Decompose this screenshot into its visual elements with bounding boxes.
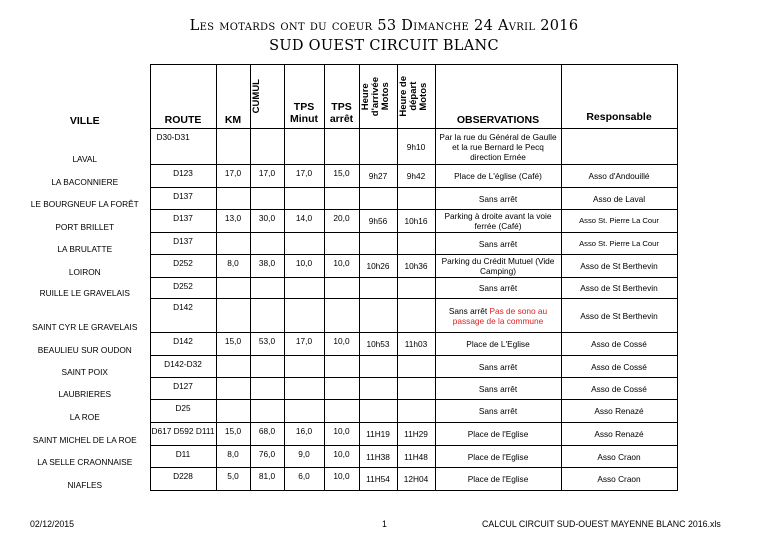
- cell-arret: 10,0: [324, 255, 359, 278]
- table-row: [20, 210, 677, 233]
- document-subtitle: SUD OUEST CIRCUIT BLANC: [269, 38, 499, 54]
- cell-km: 15,0: [216, 333, 250, 356]
- cell-resp: Asso St. Pierre La Cour: [561, 210, 677, 233]
- cell-route: D617 D592 D111: [150, 423, 216, 446]
- cell-resp: Asso Renazé: [561, 400, 677, 423]
- cell-arret: [324, 378, 359, 400]
- header-route: ROUTE: [150, 65, 216, 129]
- cell-minut: [284, 400, 324, 423]
- header-ville: VILLE: [69, 114, 100, 127]
- cell-ville: RUILLE LE GRAVELAIS: [39, 287, 130, 298]
- cell-obs: Sans arrêt: [435, 400, 561, 423]
- cell-cumul: [250, 378, 284, 400]
- cell-obs: Place de l'Eglise: [435, 468, 561, 491]
- obs-text: Sans arrêt: [448, 305, 490, 316]
- cell-resp: Asso de St Berthevin: [561, 299, 677, 333]
- cell-minut: 14,0: [284, 210, 324, 233]
- cell-resp: Asso de St Berthevin: [561, 278, 677, 299]
- cell-km: [216, 356, 250, 378]
- header-tps-arret: TPS arrêt: [324, 65, 359, 129]
- cell-dep: [397, 188, 435, 210]
- table-row: [20, 255, 677, 278]
- cell-dep: 11H29: [397, 423, 435, 446]
- cell-minut: 16,0: [284, 423, 324, 446]
- cell-arr: [359, 356, 397, 378]
- cell-route: D228: [150, 468, 216, 491]
- cell-resp: Asso St. Pierre La Cour: [561, 233, 677, 255]
- cell-dep: [397, 233, 435, 255]
- cell-arret: [324, 129, 359, 165]
- cell-arret: [324, 278, 359, 299]
- cell-arret: [324, 233, 359, 255]
- cell-arret: 15,0: [324, 165, 359, 188]
- cell-route: D142: [150, 333, 216, 356]
- table-row: [20, 423, 677, 446]
- obs-warning: Pas de sono au passage de la commune: [452, 305, 548, 326]
- cell-route: D25: [150, 400, 216, 423]
- cell-minut: [284, 233, 324, 255]
- header-tps-minut: TPS Minut: [284, 65, 324, 129]
- cell-dep: 12H04: [397, 468, 435, 491]
- circuit-table: [20, 64, 678, 491]
- cell-ville: SAINT POIX: [61, 366, 108, 377]
- cell-dep: 9h42: [397, 165, 435, 188]
- cell-resp: Asso de Cossé: [561, 333, 677, 356]
- cell-dep: 11h03: [397, 333, 435, 356]
- cell-dep: [397, 299, 435, 333]
- cell-obs: Sans arrêt: [435, 233, 561, 255]
- header-heure-arrivee: Heure d'arrivée Motos: [359, 65, 397, 129]
- cell-obs: Sans arrêt: [435, 356, 561, 378]
- table-row: [20, 129, 677, 165]
- header-responsable: Responsable: [561, 65, 677, 129]
- cell-ville: NIAFLES: [67, 479, 103, 490]
- cell-resp: Asso de Cossé: [561, 378, 677, 400]
- cell-ville: LA BACONNIERE: [51, 176, 119, 187]
- cell-arret: 10,0: [324, 468, 359, 491]
- cell-dep: 11H48: [397, 446, 435, 468]
- cell-arr: [359, 188, 397, 210]
- header-observations: OBSERVATIONS: [435, 65, 561, 129]
- cell-route: D142: [150, 299, 216, 333]
- cell-cumul: 81,0: [250, 468, 284, 491]
- cell-arret: [324, 188, 359, 210]
- cell-arret: [324, 299, 359, 333]
- cell-dep: 10h36: [397, 255, 435, 278]
- cell-obs: Par la rue du Général de Gaulle et la rue Bernard le Pecq direction Ernée: [435, 129, 561, 165]
- cell-km: 8,0: [216, 255, 250, 278]
- cell-resp: Asso d'Andouillé: [561, 165, 677, 188]
- cell-resp: Asso de Cossé: [561, 356, 677, 378]
- cell-arret: [324, 356, 359, 378]
- cell-km: 8,0: [216, 446, 250, 468]
- cell-route: D127: [150, 378, 216, 400]
- cell-cumul: [250, 356, 284, 378]
- cell-minut: 6,0: [284, 468, 324, 491]
- cell-ville: LA ROE: [69, 411, 100, 422]
- table-row: [20, 446, 677, 468]
- cell-arr: 10h26: [359, 255, 397, 278]
- cell-arr: 9h56: [359, 210, 397, 233]
- cell-km: [216, 129, 250, 165]
- table-row: [20, 378, 677, 400]
- cell-cumul: 17,0: [250, 165, 284, 188]
- table-row: [20, 165, 677, 188]
- cell-arr: 10h53: [359, 333, 397, 356]
- cell-obs: Parking à droite avant la voie ferrée (Café): [435, 210, 561, 233]
- cell-route: D11: [150, 446, 216, 468]
- cell-minut: 9,0: [284, 446, 324, 468]
- cell-km: [216, 378, 250, 400]
- table-row: [20, 468, 677, 491]
- cell-resp: Asso Renazé: [561, 423, 677, 446]
- cell-resp: Asso Craon: [561, 446, 677, 468]
- cell-arr: 11H38: [359, 446, 397, 468]
- table-row: [20, 233, 677, 255]
- cell-minut: [284, 278, 324, 299]
- table-row: [20, 356, 677, 378]
- cell-cumul: [250, 129, 284, 165]
- cell-ville: LOIRON: [68, 266, 101, 277]
- cell-obs: Place de L'Eglise: [435, 333, 561, 356]
- cell-minut: [284, 378, 324, 400]
- cell-obs: Sans arrêt: [435, 378, 561, 400]
- cell-dep: [397, 356, 435, 378]
- cell-minut: 17,0: [284, 165, 324, 188]
- cell-arret: 10,0: [324, 333, 359, 356]
- footer-page: 1: [382, 519, 387, 529]
- cell-cumul: 30,0: [250, 210, 284, 233]
- cell-arret: 10,0: [324, 446, 359, 468]
- document-title: Les motards ont du coeur 53 Dimanche 24 Avril 2016: [189, 18, 579, 34]
- cell-arret: 20,0: [324, 210, 359, 233]
- cell-km: [216, 278, 250, 299]
- cell-ville: LE BOURGNEUF LA FORÊT: [30, 198, 139, 209]
- cell-ville: LAVAL: [72, 153, 98, 164]
- cell-route: D30-D31: [150, 129, 216, 165]
- cell-minut: [284, 188, 324, 210]
- cell-km: [216, 233, 250, 255]
- cell-ville: LA SELLE CRAONNAISE: [37, 456, 133, 467]
- cell-cumul: [250, 400, 284, 423]
- cell-minut: 17,0: [284, 333, 324, 356]
- cell-route: D137: [150, 210, 216, 233]
- cell-km: [216, 400, 250, 423]
- cell-route: D137: [150, 233, 216, 255]
- table-row: [20, 333, 677, 356]
- cell-km: 17,0: [216, 165, 250, 188]
- footer-filename: CALCUL CIRCUIT SUD-OUEST MAYENNE BLANC 2016.xls: [482, 519, 721, 529]
- cell-cumul: [250, 278, 284, 299]
- cell-resp: Asso Craon: [561, 468, 677, 491]
- cell-km: 5,0: [216, 468, 250, 491]
- cell-dep: [397, 278, 435, 299]
- cell-cumul: 53,0: [250, 333, 284, 356]
- cell-route: D137: [150, 188, 216, 210]
- cell-arr: 9h27: [359, 165, 397, 188]
- cell-arret: 10,0: [324, 423, 359, 446]
- cell-arr: [359, 129, 397, 165]
- cell-obs: Parking du Crédit Mutuel (Vide Camping): [435, 255, 561, 278]
- footer-date: 02/12/2015: [30, 519, 75, 529]
- cell-ville: LA BRULATTE: [57, 243, 113, 254]
- cell-arret: [324, 400, 359, 423]
- cell-arr: [359, 278, 397, 299]
- cell-obs: Place de L'église (Café): [435, 165, 561, 188]
- cell-route: D252: [150, 255, 216, 278]
- cell-resp: [561, 129, 677, 165]
- cell-arr: [359, 299, 397, 333]
- cell-ville: BEAULIEU SUR OUDON: [37, 344, 132, 355]
- cell-route: D252: [150, 278, 216, 299]
- cell-resp: Asso de Laval: [561, 188, 677, 210]
- cell-minut: 10,0: [284, 255, 324, 278]
- cell-ville: LAUBRIERES: [58, 388, 112, 399]
- header-km: KM: [216, 65, 250, 129]
- cell-obs: [435, 299, 561, 333]
- cell-obs: Place de l'Eglise: [435, 446, 561, 468]
- cell-cumul: 76,0: [250, 446, 284, 468]
- cell-dep: [397, 378, 435, 400]
- cell-km: 15,0: [216, 423, 250, 446]
- header-cumul: CUMUL: [250, 65, 284, 129]
- cell-arr: 11H54: [359, 468, 397, 491]
- cell-obs: Sans arrêt: [435, 188, 561, 210]
- cell-dep: 9h10: [397, 129, 435, 165]
- cell-minut: [284, 356, 324, 378]
- cell-arr: [359, 378, 397, 400]
- cell-arr: [359, 233, 397, 255]
- cell-arr: [359, 400, 397, 423]
- cell-cumul: 38,0: [250, 255, 284, 278]
- cell-cumul: [250, 188, 284, 210]
- cell-cumul: [250, 233, 284, 255]
- cell-dep: 10h16: [397, 210, 435, 233]
- table-row: [20, 278, 677, 299]
- cell-arr: 11H19: [359, 423, 397, 446]
- cell-km: [216, 188, 250, 210]
- cell-minut: [284, 129, 324, 165]
- table-row: [20, 400, 677, 423]
- cell-cumul: [250, 299, 284, 333]
- cell-obs: Sans arrêt: [435, 278, 561, 299]
- cell-km: [216, 299, 250, 333]
- table-row: [20, 188, 677, 210]
- header-heure-depart: Heure de départ Motos: [397, 65, 435, 129]
- cell-minut: [284, 299, 324, 333]
- cell-ville: PORT BRILLET: [55, 221, 115, 232]
- cell-route: D123: [150, 165, 216, 188]
- cell-dep: [397, 400, 435, 423]
- table-row: [20, 299, 677, 333]
- cell-resp: Asso de St Berthevin: [561, 255, 677, 278]
- cell-ville: SAINT CYR LE GRAVELAIS: [32, 321, 138, 332]
- cell-ville: SAINT MICHEL DE LA ROE: [32, 434, 137, 445]
- cell-route: D142-D32: [150, 356, 216, 378]
- cell-cumul: 68,0: [250, 423, 284, 446]
- cell-km: 13,0: [216, 210, 250, 233]
- cell-obs: Place de l'Eglise: [435, 423, 561, 446]
